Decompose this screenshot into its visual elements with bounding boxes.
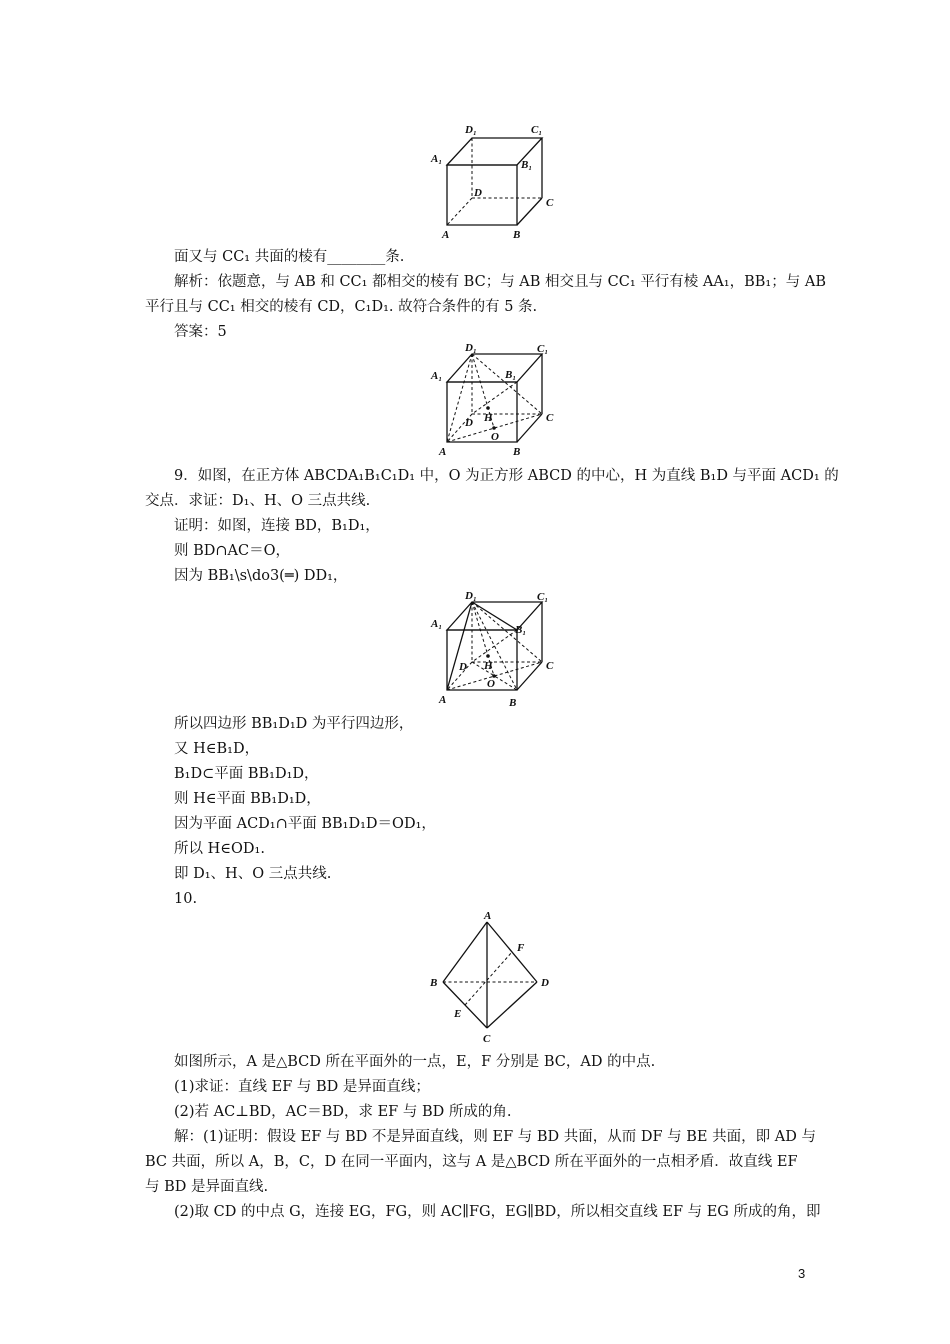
text-line: 则 BD∩AC＝O，: [174, 543, 290, 559]
cube-figure-3: [425, 590, 555, 715]
label-B: B: [513, 229, 521, 241]
text-line: 又 H∈B₁D，: [174, 741, 260, 757]
text-line: 平行且与 CC₁ 相交的棱有 CD，C₁D₁. 故符合条件的有 5 条.: [145, 299, 538, 315]
text-line: 如图所示，A 是△BCD 所在平面外的一点，E，F 分别是 BC，AD 的中点.: [174, 1054, 656, 1070]
label-C1: C₁: [537, 343, 549, 355]
text-line: 证明：如图，连接 BD，B₁D₁，: [174, 518, 380, 534]
text-line: 所以四边形 BB₁D₁D 为平行四边形，: [174, 716, 414, 732]
label-A1: A₁: [431, 370, 443, 382]
label-F: F: [517, 942, 525, 954]
label-A1: A₁: [431, 153, 443, 165]
text-line: 所以 H∈OD₁.: [174, 841, 265, 857]
label-C: C: [546, 197, 554, 209]
label-H: H: [484, 660, 493, 672]
label-C1: C₁: [537, 591, 549, 603]
label-D: D: [459, 661, 467, 673]
text-line: (1)求证：直线 EF 与 BD 是异面直线；: [174, 1079, 430, 1095]
text-line: 则 H∈平面 BB₁D₁D，: [174, 791, 321, 807]
label-O: O: [487, 678, 495, 690]
label-A1: A₁: [431, 618, 443, 630]
text-line: 10.: [174, 891, 198, 907]
cube-figure-2: [425, 342, 555, 467]
text-line: 解：(1)证明：假设 EF 与 BD 不是异面直线，则 EF 与 BD 共面，从而 DF 与 BE 共面，即 AD 与: [174, 1129, 816, 1145]
label-E: E: [454, 1008, 462, 1020]
text-line: 因为平面 ACD₁∩平面 BB₁D₁D＝OD₁，: [174, 816, 436, 832]
label-H: H: [484, 412, 493, 424]
label-D: D: [465, 417, 473, 429]
label-D: D: [474, 187, 482, 199]
tetrahedron-figure: [425, 908, 575, 1050]
text-line: (2)若 AC⊥BD，AC＝BD，求 EF 与 BD 所成的角.: [174, 1104, 512, 1120]
label-B1: B₁: [521, 159, 533, 171]
label-O: O: [491, 431, 499, 443]
label-B: B: [509, 697, 517, 709]
label-C: C: [483, 1033, 491, 1045]
page-number: 3: [798, 1266, 806, 1281]
text-line: 与 BD 是异面直线.: [145, 1179, 269, 1195]
label-D1: D₁: [465, 590, 477, 602]
label-B: B: [513, 446, 521, 458]
text-line: B₁D⊂平面 BB₁D₁D，: [174, 766, 319, 782]
label-B: B: [430, 977, 438, 989]
text-line: 交点．求证：D₁、H、O 三点共线.: [145, 493, 371, 509]
label-D: D: [541, 977, 549, 989]
cube-figure-1: [425, 120, 555, 245]
label-D1: D₁: [465, 124, 477, 136]
label-D1: D₁: [465, 342, 477, 354]
label-C1: C₁: [531, 124, 543, 136]
label-B1: B₁: [515, 624, 527, 636]
label-C: C: [546, 412, 554, 424]
text-line: 即 D₁、H、O 三点共线.: [174, 866, 332, 882]
text-line: 9．如图，在正方体 ABCDA₁B₁C₁D₁ 中，O 为正方形 ABCD 的中心，H 为直线 B₁D 与平面 ACD₁ 的: [174, 468, 839, 484]
label-C: C: [546, 660, 554, 672]
text-line: 答案：5: [174, 324, 227, 340]
text-line: (2)取 CD 的中点 G，连接 EG，FG，则 AC∥FG，EG∥BD，所以相交直线 EF 与 EG 所成的角，即: [174, 1204, 821, 1220]
label-A: A: [442, 229, 450, 241]
text-line: 面又与 CC₁ 共面的棱有________条.: [174, 249, 405, 265]
label-B1: B₁: [505, 369, 517, 381]
text-line: 解析：依题意，与 AB 和 CC₁ 都相交的棱有 BC；与 AB 相交且与 CC₁ 平行有棱 AA₁，BB₁；与 AB: [174, 274, 826, 290]
text-line: 因为 BB₁\s\do3(═) DD₁，: [174, 568, 348, 584]
text-line: BC 共面，所以 A，B，C，D 在同一平面内，这与 A 是△BCD 所在平面外的一点相矛盾．故直线 EF: [145, 1154, 798, 1170]
label-A: A: [439, 446, 447, 458]
label-A: A: [439, 694, 447, 706]
label-A: A: [484, 910, 492, 922]
